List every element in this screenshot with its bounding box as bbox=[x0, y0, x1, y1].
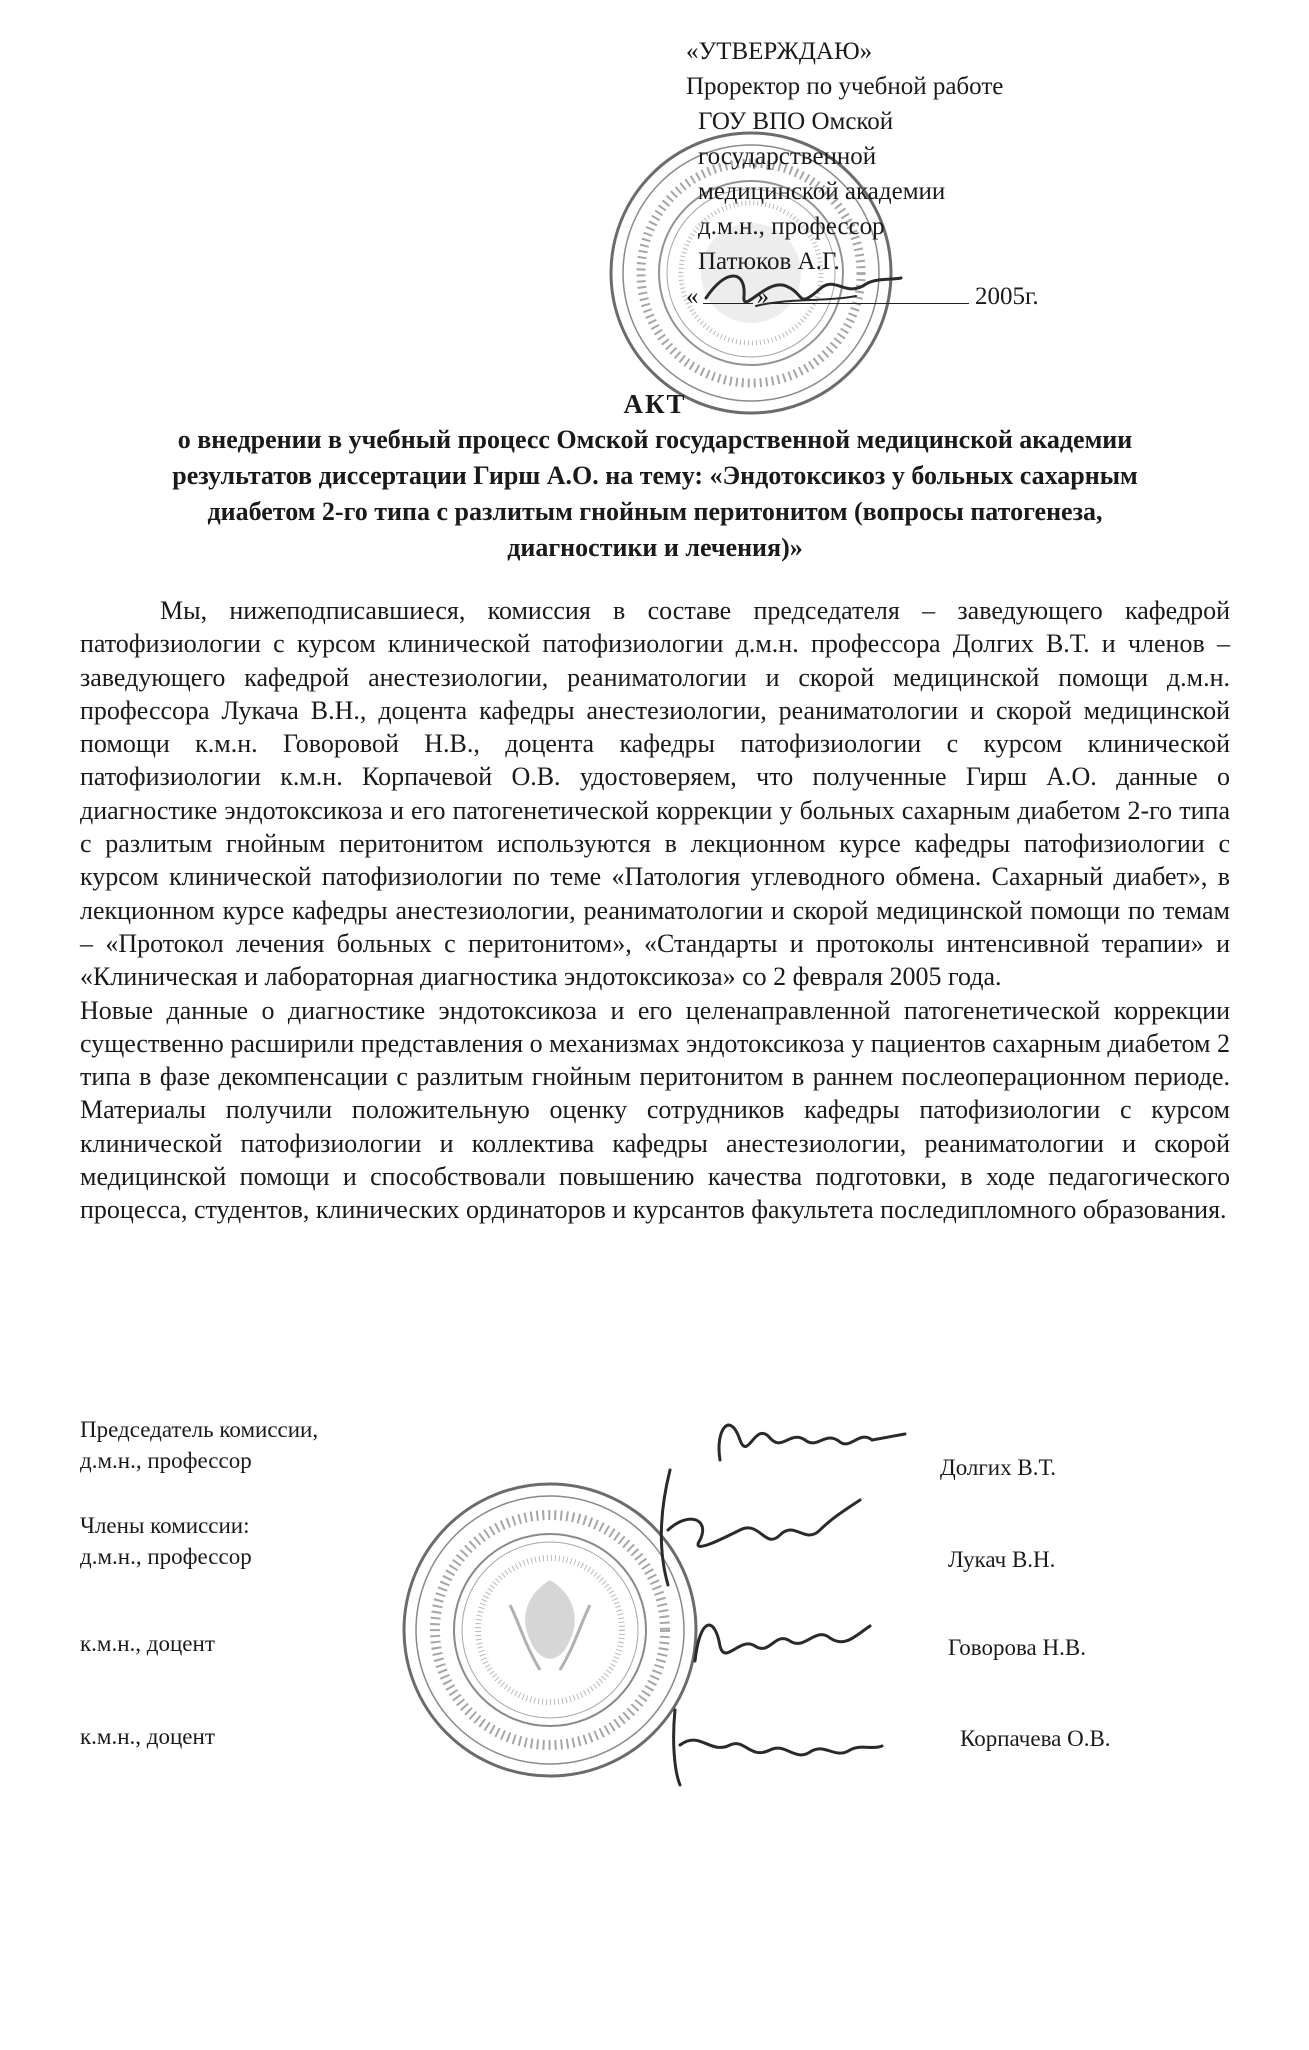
date-close-quote: » bbox=[756, 283, 769, 310]
member1-name: Лукач В.Н. bbox=[948, 1547, 1056, 1572]
title-line: результатов диссертации Гирш А.О. на тему: «Эндотоксикоз у больных сахарным bbox=[172, 461, 1138, 490]
approval-line: государственной bbox=[698, 143, 877, 170]
approval-heading: «УТВЕРЖДАЮ» bbox=[686, 38, 873, 65]
approval-line: ГОУ ВПО Омской bbox=[698, 108, 894, 135]
body-paragraph-1: Мы, нижеподписавшиеся, комиссия в составе председателя – заведующего кафедрой патофизиологии с курсом клинической патофизиологии д.м.н. профессора Долгих В.Т. и членов – заведующего кафедрой анестезиологии, реаниматологии и скорой медицинской помощи д.м.н. профессора Лукача В.Н., доцента кафедры анестезиологии, реаниматологии и скорой медицинской помощи к.м.н. Говоровой Н.В., доцента кафедры патофизиологии с курсом клинической патофизиологии к.м.н. Корпачевой О.В. удостоверяем, что полученные Гирш А.О. данные о диагностике эндотоксикоза и его патогенетической коррекции у больных сахарным диабетом 2-го типа с разлитым гнойным перитонитом используются в лекционном курсе кафедры патофизиологии с курсом клинической патофизиологии по теме «Патология углеводного обмена. Сахарный диабет», в лекционном курсе кафедры анестезиологии, реаниматологии и скорой медицинской помощи по темам – «Протокол лечения больных с перитонитом», «Стандарты и протоколы интенсивной терапии» и «Клиническая и лабораторная диагностика эндотоксикоза» со 2 февраля 2005 года. bbox=[80, 596, 1230, 992]
member3-title: к.м.н., доцент bbox=[80, 1724, 215, 1749]
document-body bbox=[80, 594, 1230, 1227]
document-title bbox=[80, 386, 1230, 566]
member1-title: д.м.н., профессор bbox=[80, 1544, 252, 1569]
title-line: о внедрении в учебный процесс Омской государственной медицинской академии bbox=[177, 425, 1133, 454]
chair-name: Долгих В.Т. bbox=[940, 1455, 1056, 1480]
date-year: 2005г. bbox=[975, 283, 1039, 310]
title-line: диабетом 2-го типа с разлитым гнойным перитонитом (вопросы патогенеза, bbox=[207, 497, 1103, 526]
member2-name: Говорова Н.В. bbox=[948, 1635, 1086, 1660]
approval-block bbox=[686, 34, 1106, 314]
chair-label: Председатель комиссии, bbox=[80, 1417, 319, 1442]
chair-title: д.м.н., профессор bbox=[80, 1448, 252, 1473]
body-paragraph-2: Новые данные о диагностике эндотоксикоза и его целенаправленной патогенетической коррекции существенно расширили представления о механизмах эндотоксикоза у пациентов сахарным диабетом 2 типа в фазе декомпенсации с разлитым гнойным перитонитом в раннем послеоперационном периоде. Материалы получили положительную оценку сотрудников кафедры патофизиологии с курсом клинической патофизиологии и коллектива кафедры анестезиологии, реаниматологии и скорой медицинской помощи и способствовали повышению качества подготовки, в ходе педагогического процесса, студентов, клинических ординаторов и курсантов факультета последипломного образования. bbox=[80, 995, 1230, 1225]
approval-date-line bbox=[686, 279, 1106, 314]
signature-block bbox=[80, 1414, 1230, 1774]
act-heading: АКТ bbox=[623, 389, 687, 419]
members-label: Члены комиссии: bbox=[80, 1513, 250, 1538]
approval-line: медицинской академии bbox=[698, 178, 946, 205]
title-line: диагностики и лечения)» bbox=[507, 533, 803, 562]
date-month-blank bbox=[769, 279, 969, 304]
member3-name: Корпачева О.В. bbox=[960, 1726, 1111, 1751]
approval-line: д.м.н., профессор bbox=[698, 213, 885, 240]
member2-title: к.м.н., доцент bbox=[80, 1631, 215, 1656]
approval-signatory-name: Патюков А.Г. bbox=[698, 248, 840, 275]
date-day-blank bbox=[703, 279, 753, 304]
approval-line: Проректор по учебной работе bbox=[686, 73, 1004, 100]
date-open-quote: « bbox=[686, 283, 699, 310]
